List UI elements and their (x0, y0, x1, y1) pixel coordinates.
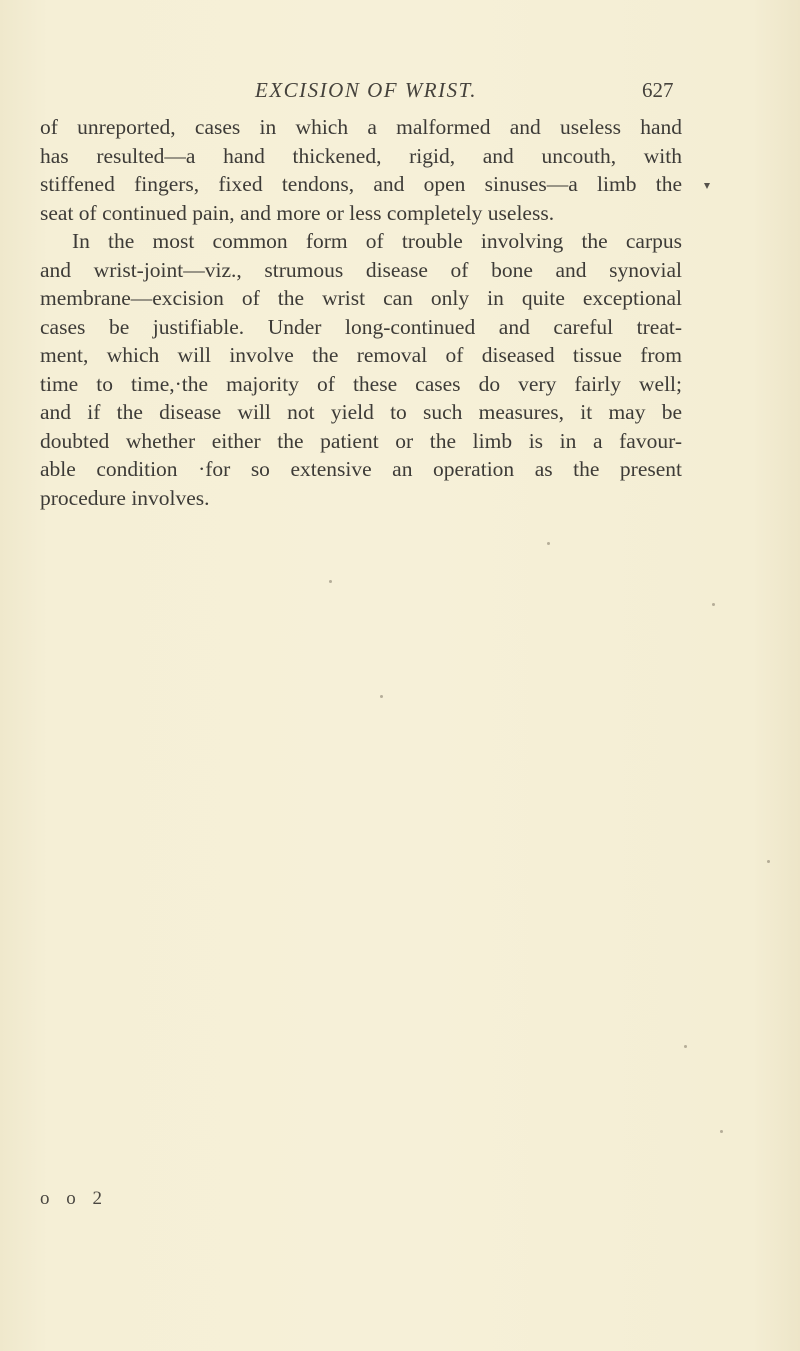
text-line: membrane—excision of the wrist can only in quite exceptional (40, 286, 682, 310)
text-line: cases be justifiable. Under long-continued and careful treat- (40, 314, 682, 339)
text-line: able condition ·for so extensive an operation as the present (40, 457, 682, 481)
text-line: ment, which will involve the removal of diseased tissue from (40, 343, 682, 367)
text-line: doubted whether either the patient or the limb is in a favour- (40, 428, 682, 453)
signature-mark: o o 2 (40, 1188, 108, 1209)
text-line: has resulted—a hand thickened, rigid, and uncouth, with (40, 143, 682, 168)
text-line: time to time,·the majority of these cases do very fairly well; (40, 371, 682, 396)
paper-speck (329, 580, 332, 583)
paper-speck (712, 603, 715, 606)
margin-mark-icon (704, 183, 710, 189)
paper-speck (547, 542, 550, 545)
text-line: seat of continued pain, and more or less completely useless. (40, 200, 555, 225)
running-head (0, 78, 800, 108)
paragraph-1 (40, 113, 682, 227)
paragraph-2 (40, 227, 682, 512)
text-line: stiffened fingers, fixed tendons, and open sinuses—a limb the (40, 172, 682, 196)
text-line: procedure involves. (40, 485, 210, 510)
text-line: and if the disease will not yield to such measures, it may be (40, 400, 682, 424)
paper-speck (380, 695, 383, 698)
text-line: and wrist-joint—viz., strumous disease of bone and synovial (40, 257, 682, 282)
text-line: In the most common form of trouble involving the carpus (72, 229, 682, 253)
paper-speck (684, 1045, 687, 1048)
paper-speck (720, 1130, 723, 1133)
body-text (40, 113, 682, 512)
chapter-title: EXCISION OF WRIST. (255, 78, 477, 102)
text-line: of unreported, cases in which a malformed and useless hand (40, 115, 682, 139)
page-number: 627 (642, 78, 674, 102)
paper-speck (767, 860, 770, 863)
